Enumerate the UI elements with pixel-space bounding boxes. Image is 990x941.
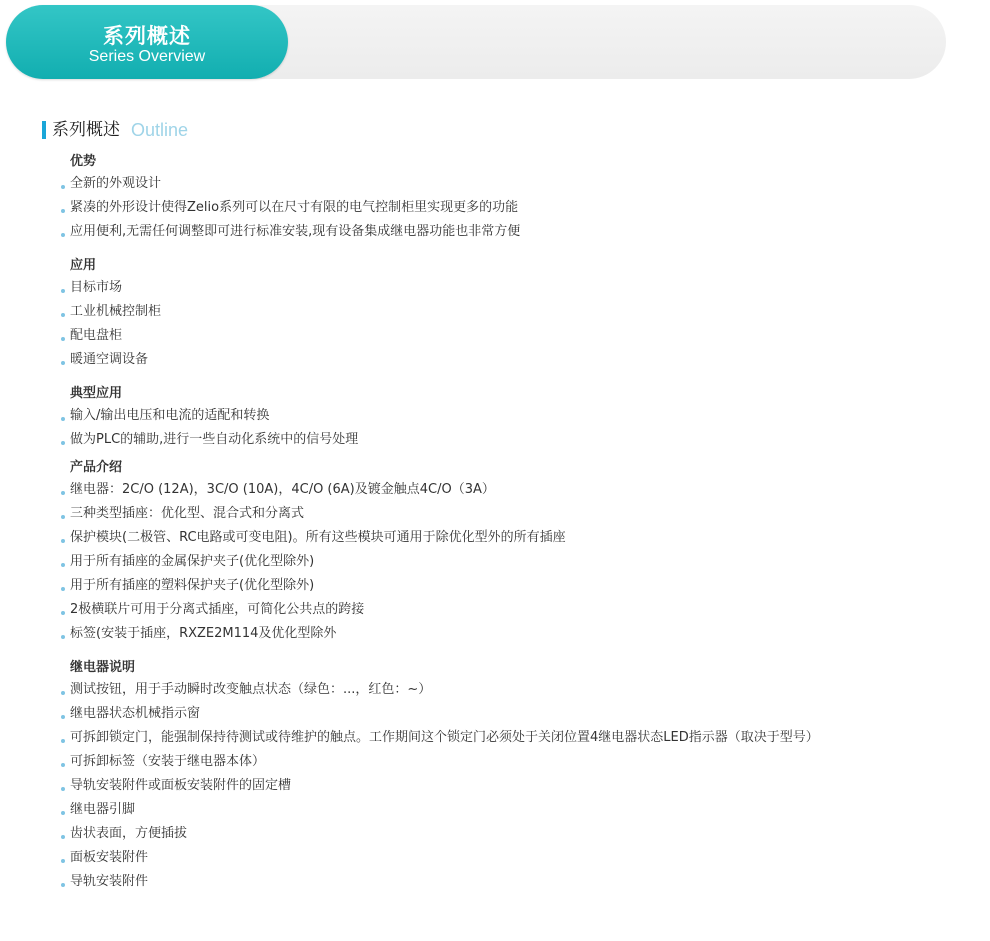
list-item <box>60 324 960 348</box>
bullet-dot-icon <box>61 515 65 519</box>
list-item <box>60 846 960 870</box>
bullet-dot-icon <box>61 811 65 815</box>
list-item-text: 可拆卸锁定门，能强制保持待测试或待维护的触点。工作期间这个锁定门必须处于关闭位置4继电器状态LED指示器（取决于型号） <box>70 730 819 745</box>
list-item <box>60 502 960 526</box>
list-item-text: 测试按钮，用于手动瞬时改变触点状态（绿色：...，红色：~） <box>70 682 432 697</box>
list-item-text: 三种类型插座：优化型、混合式和分离式 <box>70 506 305 521</box>
bullet-dot-icon <box>61 715 65 719</box>
group-heading: 产品介绍 <box>70 460 123 475</box>
bullet-dot-icon <box>61 441 65 445</box>
list-item <box>60 702 960 726</box>
list-item-text: 工业机械控制柜 <box>70 304 162 319</box>
list-item <box>60 220 960 244</box>
content-group <box>60 384 960 452</box>
content-group <box>60 152 960 244</box>
bullet-dot-icon <box>61 539 65 543</box>
list-item-text: 齿状表面，方便插拔 <box>70 826 188 841</box>
list-item <box>60 774 960 798</box>
list-item-text: 配电盘柜 <box>70 328 123 343</box>
list-item-text: 全新的外观设计 <box>70 176 162 191</box>
bullet-dot-icon <box>61 739 65 743</box>
content-group <box>60 256 960 372</box>
list-item <box>60 870 960 894</box>
list-item-text: 继电器状态机械指示窗 <box>70 706 201 721</box>
header-subtitle: Series Overview <box>88 48 206 65</box>
list-item <box>60 622 960 646</box>
list-item <box>60 678 960 702</box>
list-item <box>60 172 960 196</box>
list-item <box>60 478 960 502</box>
list-item <box>60 348 960 372</box>
bullet-dot-icon <box>61 835 65 839</box>
list-item-text: 2极横联片可用于分离式插座，可简化公共点的跨接 <box>70 602 365 617</box>
section-heading <box>42 119 188 141</box>
section-title-en: Outline <box>131 120 189 140</box>
bullet-dot-icon <box>61 361 65 365</box>
list-item <box>60 300 960 324</box>
bullet-dot-icon <box>61 289 65 293</box>
bullet-dot-icon <box>61 787 65 791</box>
list-item <box>60 276 960 300</box>
list-item-text: 紧凑的外形设计使得Zelio系列可以在尺寸有限的电气控制柜里实现更多的功能 <box>70 200 519 215</box>
bullet-dot-icon <box>61 691 65 695</box>
bullet-dot-icon <box>61 635 65 639</box>
bullet-dot-icon <box>61 763 65 767</box>
content-group <box>60 458 960 646</box>
list-item-text: 暖通空调设备 <box>70 352 149 367</box>
list-item <box>60 526 960 550</box>
list-item-text: 做为PLC的辅助,进行一些自动化系统中的信号处理 <box>70 432 359 447</box>
group-heading: 典型应用 <box>70 386 123 401</box>
content <box>60 152 960 894</box>
list-item-text: 标签(安装于插座，RXZE2M114及优化型除外 <box>70 626 337 641</box>
list-item <box>60 574 960 598</box>
bullet-dot-icon <box>61 233 65 237</box>
bullet-dot-icon <box>61 611 65 615</box>
list-item <box>60 598 960 622</box>
group-heading: 应用 <box>70 258 97 273</box>
bullet-dot-icon <box>61 185 65 189</box>
list-item <box>60 404 960 428</box>
section-marker <box>42 121 46 139</box>
list-item-text: 导轨安装附件 <box>70 874 149 889</box>
list-item-text: 可拆卸标签（安装于继电器本体） <box>70 754 266 769</box>
list-item <box>60 726 960 750</box>
list-item-text: 继电器引脚 <box>70 802 136 817</box>
header-pill <box>6 5 288 79</box>
bullet-dot-icon <box>61 587 65 591</box>
bullet-dot-icon <box>61 491 65 495</box>
list-item <box>60 196 960 220</box>
list-item <box>60 750 960 774</box>
bullet-dot-icon <box>61 883 65 887</box>
list-item-text: 保护模块(二极管、RC电路或可变电阻)。所有这些模块可通用于除优化型外的所有插座 <box>70 530 566 545</box>
header-title: 系列概述 <box>103 24 191 48</box>
content-group <box>60 658 960 894</box>
list-item-text: 导轨安装附件或面板安装附件的固定槽 <box>70 778 292 793</box>
group-heading: 优势 <box>70 154 97 169</box>
list-item-text: 用于所有插座的塑料保护夹子(优化型除外) <box>70 578 315 593</box>
bullet-dot-icon <box>61 209 65 213</box>
bullet-dot-icon <box>61 859 65 863</box>
list-item-text: 输入/输出电压和电流的适配和转换 <box>70 408 270 423</box>
bullet-dot-icon <box>61 563 65 567</box>
bullet-dot-icon <box>61 417 65 421</box>
list-item-text: 继电器：2C/O (12A)，3C/O (10A)，4C/O (6A)及镀金触点4C/O（3A） <box>70 482 495 497</box>
group-heading: 继电器说明 <box>70 660 136 675</box>
list-item-text: 应用便利,无需任何调整即可进行标准安装,现有设备集成继电器功能也非常方便 <box>70 224 521 239</box>
section-title: 系列概述 <box>52 120 120 140</box>
list-item-text: 目标市场 <box>70 280 123 295</box>
list-item <box>60 822 960 846</box>
list-item-text: 面板安装附件 <box>70 850 149 865</box>
bullet-dot-icon <box>61 337 65 341</box>
bullet-dot-icon <box>61 313 65 317</box>
list-item <box>60 550 960 574</box>
list-item-text: 用于所有插座的金属保护夹子(优化型除外) <box>70 554 315 569</box>
list-item <box>60 428 960 452</box>
list-item <box>60 798 960 822</box>
